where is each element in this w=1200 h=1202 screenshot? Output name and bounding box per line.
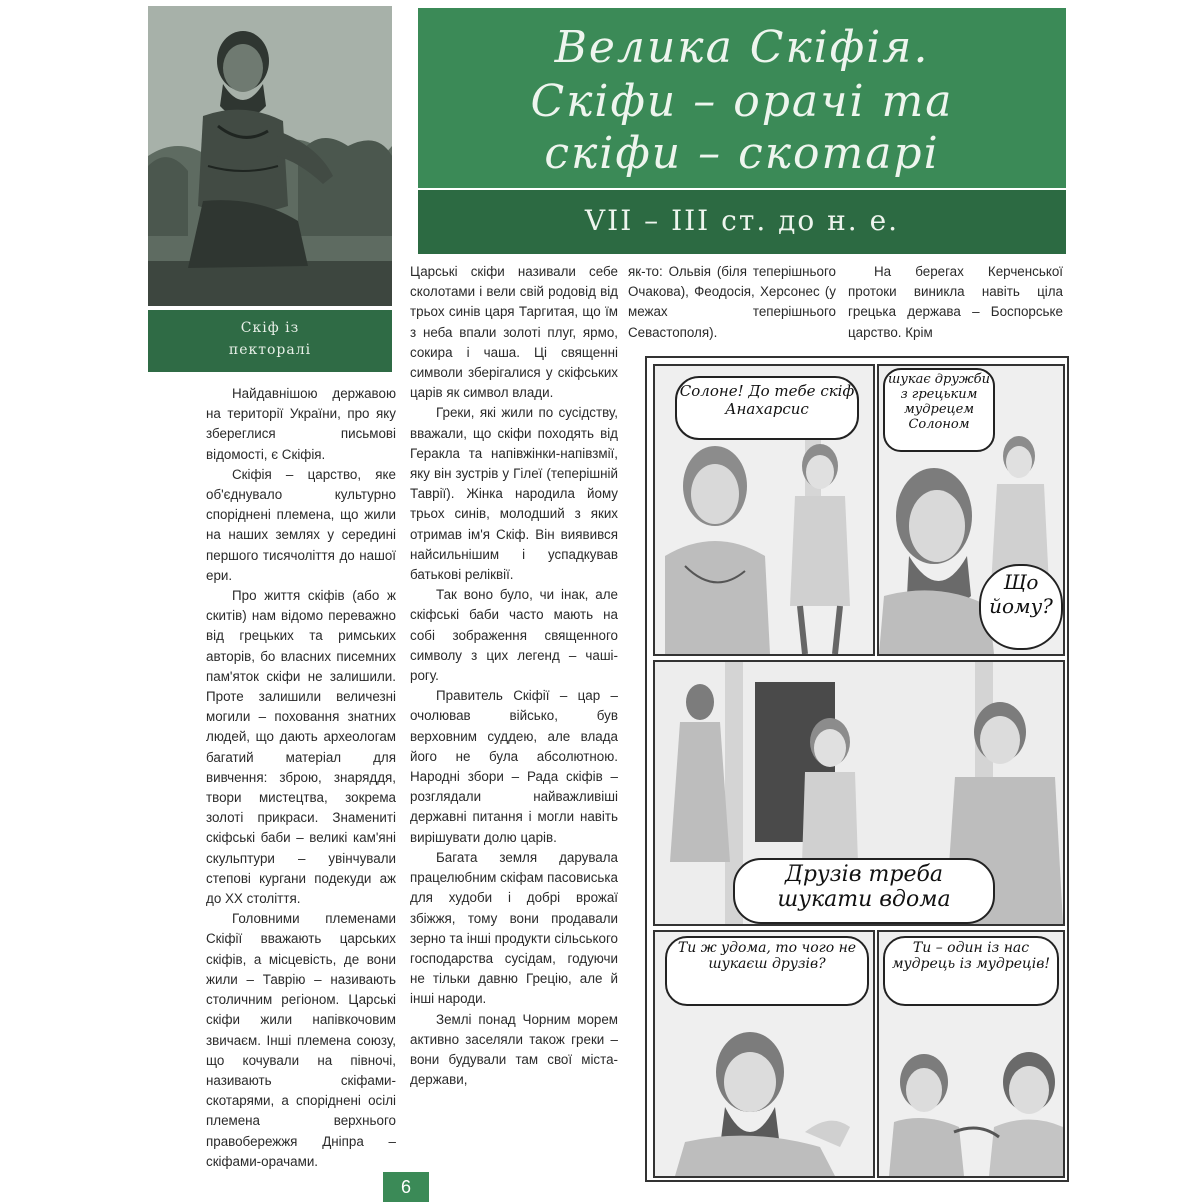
paragraph: Греки, які жили по сусідству, вважали, що скіфи походять від Геракла та напівжінки-напівзмії, яку він зустрів у Гілеї (теперішній Таврії). Жінка народила йому трьох синів, молодший з яких отримав ім'я Скіф. Він виявився найсильнішим і успадкував батькові реліквії. — [410, 405, 618, 583]
scythian-illustration — [148, 6, 392, 306]
illustration-caption-band — [148, 310, 392, 372]
text-column-1 — [206, 384, 396, 1172]
speech-bubble-4: Друзів треба шукати вдома — [733, 858, 995, 924]
paragraph: Скіфія – царство, яке об'єднувало культурно споріднені племена, що жили на наших землях у середині першого тисячоліття до нашої ери. — [206, 466, 396, 583]
caption-line-1: Скіф із — [240, 320, 300, 336]
text-column-3 — [628, 262, 836, 343]
paragraph: Царські скіфи називали себе сколотами і вели свій родовід від трьох синів царя Таргитая, що їм з неба впали золоті плуг, ярмо, сокира і чаша. Ці священні символи зберігалися у скіфських царів як символ влади. — [410, 264, 618, 401]
speech-bubble-3: Що йому? — [979, 564, 1063, 650]
subtitle-banner — [418, 190, 1066, 254]
title-line-2: Скіфи – орачі та — [530, 76, 954, 127]
speech-bubble-6: Ти – один із нас мудрець із мудреців! — [883, 936, 1059, 1006]
comic-strip — [645, 356, 1069, 1182]
subtitle: VII – III ст. до н. е. — [584, 204, 900, 237]
title-line-3: скіфи – скотарі — [544, 128, 940, 179]
speech-bubble-2: шукає дружби з грецьким мудрецем Солоном — [883, 368, 995, 452]
paragraph: Багата земля дарувала працелюбним скіфам пасовиська для худоби і добрі врожаї збіжжя, тому вони продавали зерно та інші продукти сільського господарства сусідам, годуючи не тільки давню Грецію, але й інші народи. — [410, 849, 618, 1007]
paragraph: як-то: Ольвія (біля теперішнього Очакова), Феодосія, Херсонес (у межах теперішнього Севастополя). — [628, 264, 836, 340]
speech-bubble-5: Ти ж удома, то чого не шукаєш друзів? — [665, 936, 869, 1006]
speech-bubble-1: Солоне! До тебе скіф Анахарсис — [675, 376, 859, 440]
text-column-4 — [848, 262, 1063, 343]
text-column-2 — [410, 262, 618, 1090]
page-number: 6 — [383, 1172, 429, 1202]
paragraph: На берегах Керченської протоки виникла навіть ціла грецька держава – Боспорське царство. Крім — [848, 264, 1063, 340]
paragraph: Так воно було, чи інак, але скіфські баби часто мають на собі зображення священного символу з цих легенд – чаші-рогу. — [410, 587, 618, 684]
title-line-1: Велика Скіфія. — [554, 22, 930, 73]
paragraph: Про життя скіфів (або ж скитів) нам відомо переважно від грецьких та римських авторів, бо власних писемних пам'яток скіфи не залишили. Проте залишили величезні могили – поховання знатних людей, що дають археологам багатий матеріал для вивчення: зброю, знаряддя, твори мистецтва, зокрема золоті прикраси. Знамениті скіфські баби – великі кам'яні скульптури – увінчували степові кургани подекуди аж до XX століття. — [206, 588, 396, 907]
caption-line-2: пекторалі — [228, 342, 312, 358]
paragraph: Землі понад Чорним морем активно заселяли також греки – вони будували там свої міста-держави, — [410, 1011, 618, 1088]
title-banner — [418, 8, 1066, 188]
paragraph: Правитель Скіфії – цар – очолював військо, був верховним суддею, але влада його не була абсолютною. Народні збори – Рада скіфів – розглядали найважливіші державні питання і могли навіть вирішувати долю царів. — [410, 688, 618, 845]
paragraph: Головними племенами Скіфії вважають царських скіфів, а місцевість, де вони жили – Таврію – називають столичним регіоном. Царські скіфи жили напівкочовим звичаєм. Інші племена союзу, що кочували на півночі, називають скіфами-скотарями, а споріднені осілі племена верхнього правобережжя Дніпра – скіфами-орачами. — [206, 911, 396, 1169]
paragraph: Найдавнішою державою на території України, про яку збереглися письмові відомості, є Скіфія. — [206, 386, 396, 462]
